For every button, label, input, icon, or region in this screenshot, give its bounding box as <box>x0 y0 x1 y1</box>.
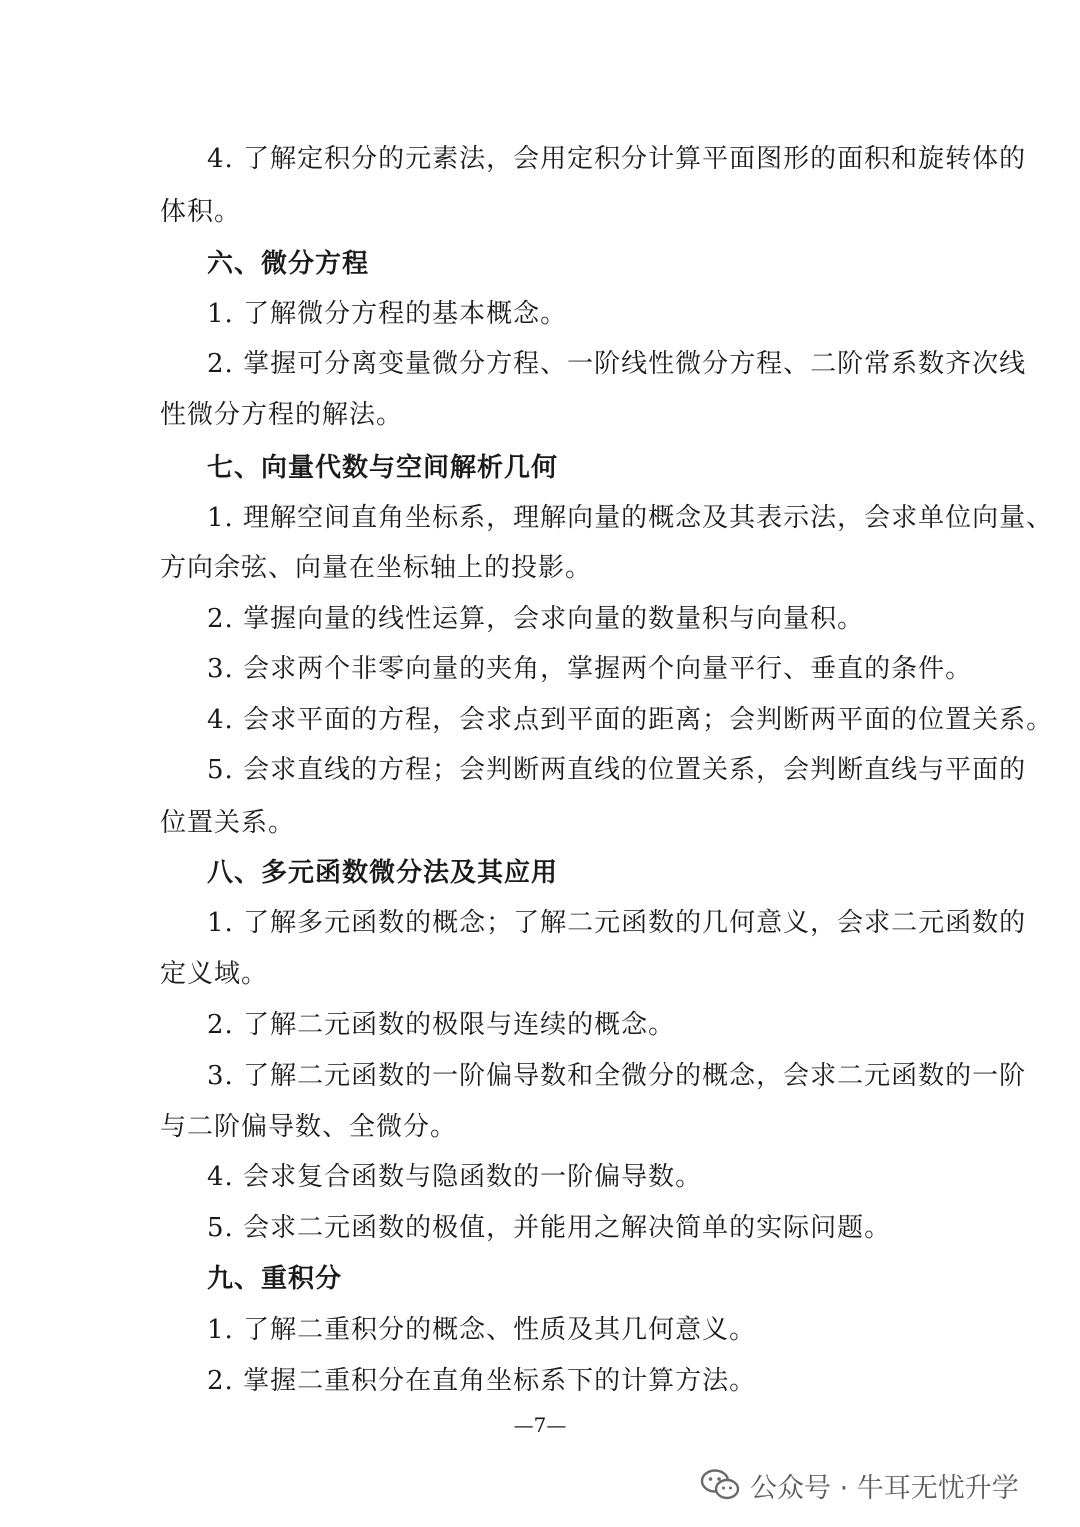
list-item: 4. 了解定积分的元素法，会用定积分计算平面图形的面积和旋转体的 <box>207 144 1027 174</box>
list-item-continuation: 体积。 <box>160 197 242 227</box>
section-heading: 八、多元函数微分法及其应用 <box>207 858 559 888</box>
list-item: 2. 掌握二重积分在直角坐标系下的计算方法。 <box>207 1366 757 1396</box>
list-item: 1. 了解二重积分的概念、性质及其几何意义。 <box>207 1315 757 1345</box>
list-item-continuation: 与二阶偏导数、全微分。 <box>160 1112 458 1142</box>
list-item: 1. 理解空间直角坐标系，理解向量的概念及其表示法，会求单位向量、 <box>207 503 1054 533</box>
section-heading: 六、微分方程 <box>207 249 370 279</box>
section-heading: 七、向量代数与空间解析几何 <box>207 453 559 483</box>
list-item-continuation: 方向余弦、向量在坐标轴上的投影。 <box>160 553 593 583</box>
list-item: 1. 了解多元函数的概念；了解二元函数的几何意义，会求二元函数的 <box>207 908 1027 938</box>
list-item: 4. 会求平面的方程，会求点到平面的距离；会判断两平面的位置关系。 <box>207 705 1054 735</box>
list-item: 3. 会求两个非零向量的夹角，掌握两个向量平行、垂直的条件。 <box>207 654 973 684</box>
list-item: 2. 掌握可分离变量微分方程、一阶线性微分方程、二阶常系数齐次线 <box>207 349 1027 379</box>
list-item: 2. 了解二元函数的极限与连续的概念。 <box>207 1010 676 1040</box>
list-item: 4. 会求复合函数与隐函数的一阶偏导数。 <box>207 1162 703 1192</box>
list-item: 2. 掌握向量的线性运算，会求向量的数量积与向量积。 <box>207 604 865 634</box>
watermark-text: 公众号 · 牛耳无忧升学 <box>750 1472 1019 1504</box>
section-heading: 九、重积分 <box>207 1264 343 1294</box>
watermark <box>700 1460 1019 1510</box>
list-item-continuation: 定义域。 <box>160 959 269 989</box>
list-item: 5. 会求二元函数的极值，并能用之解决简单的实际问题。 <box>207 1213 892 1243</box>
list-item: 1. 了解微分方程的基本概念。 <box>207 299 568 329</box>
list-item: 3. 了解二元函数的一阶偏导数和全微分的概念，会求二元函数的一阶 <box>207 1061 1027 1091</box>
wechat-icon <box>700 1468 740 1502</box>
page-number: —7— <box>513 1413 567 1437</box>
list-item-continuation: 性微分方程的解法。 <box>160 400 404 430</box>
list-item-continuation: 位置关系。 <box>160 808 296 838</box>
list-item: 5. 会求直线的方程；会判断两直线的位置关系，会判断直线与平面的 <box>207 755 1027 785</box>
